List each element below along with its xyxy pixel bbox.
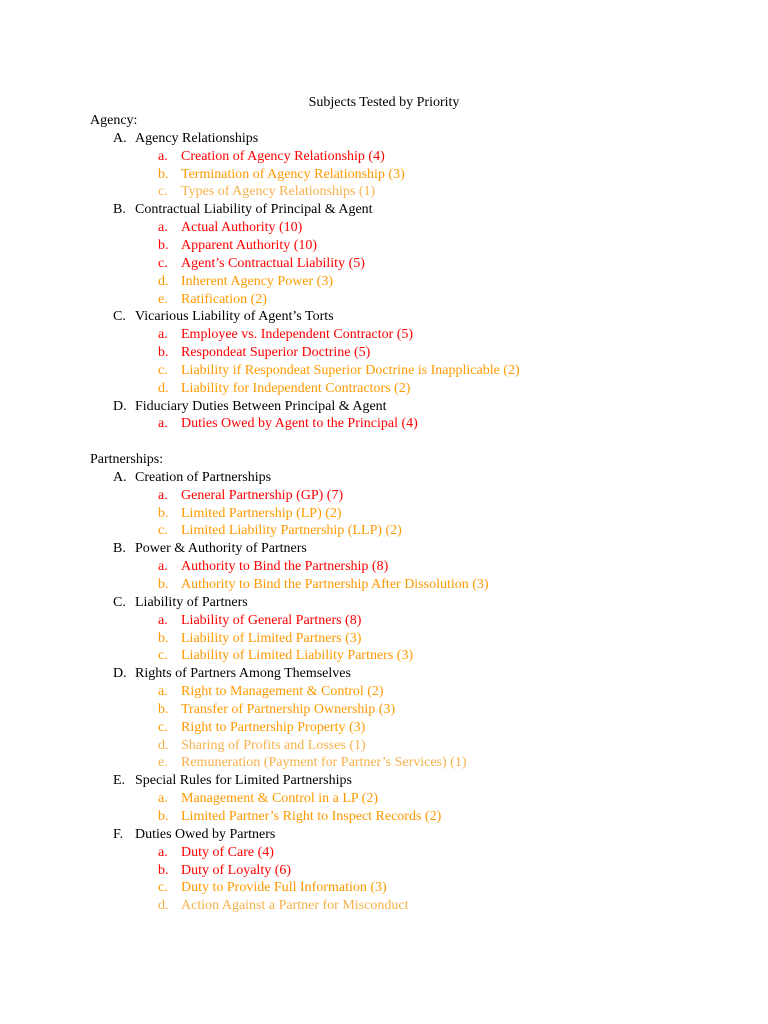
list-item-text: Duty of Loyalty (6) [181,862,292,878]
subsection-marker: D. [113,398,127,414]
list-item-marker: c. [158,255,168,271]
subsection-heading [0,308,768,326]
list-item-text: Management & Control in a LP (2) [181,791,378,807]
list-item-text: Liability of Limited Liability Partners (3) [181,648,414,664]
list-item [0,148,768,166]
list-item-marker: c. [158,362,168,378]
list-item [0,683,768,701]
list-item-marker: c. [158,719,168,735]
subsection-label: Duties Owed by Partners [135,826,276,842]
list-item-marker: d. [158,898,169,914]
subsection-marker: C. [113,309,126,325]
list-item-text: Liability if Respondeat Superior Doctrine is Inapplicable (2) [181,362,520,378]
list-item-marker: b. [158,809,169,824]
list-item [0,844,768,862]
list-item-marker: b. [158,505,169,521]
list-item-marker: a. [158,559,168,575]
list-item [0,862,768,880]
subsection-label: Vicarious Liability of Agent’s Torts [135,309,334,325]
list-item [0,380,768,398]
list-item [0,754,768,772]
list-item-text: Employee vs. Independent Contractor (5) [181,327,414,343]
page-title: Subjects Tested by Priority [308,95,460,110]
list-item-marker: d. [158,380,169,396]
list-item-text: Right to Partnership Property (3) [181,719,366,735]
subsection-heading [0,540,768,558]
list-item-marker: a. [158,612,168,628]
list-item [0,415,768,433]
list-item [0,344,768,362]
subsection-marker: B. [113,202,126,218]
list-item [0,291,768,309]
list-item-text: Types of Agency Relationships (1) [181,184,376,200]
list-item-marker: b. [158,701,169,717]
subsection-heading [0,130,768,148]
subsection-marker: C. [113,594,126,610]
list-item-text: Inherent Agency Power (3) [181,273,334,289]
list-item-marker: c. [158,184,168,200]
list-item-marker: a. [158,148,168,164]
section-heading: Partnerships: [90,452,164,467]
list-item [0,737,768,755]
list-item-marker: b. [158,237,169,253]
subsection-heading [0,772,768,790]
list-item-marker: b. [158,576,169,592]
list-item-text: Creation of Agency Relationship (4) [181,148,385,164]
list-item-text: Limited Liability Partnership (LLP) (2) [181,523,402,539]
list-item [0,558,768,576]
list-item [0,237,768,255]
list-item-text: Apparent Authority (10) [181,237,318,253]
list-item-text: Ratification (2) [181,291,267,307]
subsection-marker: A. [113,130,127,146]
list-item-marker: a. [158,416,168,432]
section-heading: Agency: [90,113,138,128]
list-item [0,701,768,719]
list-item-marker: d. [158,737,169,753]
subsection-marker: E. [113,773,126,789]
list-item-text: Transfer of Partnership Ownership (3) [181,701,396,717]
subsection-label: Fiduciary Duties Between Principal & Agent [135,398,387,414]
list-item [0,630,768,648]
list-item [0,647,768,665]
subsection-heading [0,469,768,487]
list-item-marker: b. [158,345,169,361]
list-item [0,897,768,915]
list-item-text: Limited Partner’s Right to Inspect Records (2) [181,809,442,824]
subsection-heading [0,201,768,219]
subsection-heading [0,665,768,683]
list-item-text: Respondeat Superior Doctrine (5) [181,345,371,361]
list-item [0,362,768,380]
list-item-marker: b. [158,166,169,182]
list-item [0,505,768,523]
subsection-marker: F. [113,826,124,842]
subsection-label: Agency Relationships [135,130,259,146]
list-item [0,612,768,630]
list-item-marker: c. [158,880,168,896]
list-item [0,576,768,594]
list-item-marker: a. [158,844,168,860]
subsection-label: Special Rules for Limited Partnerships [135,773,352,789]
subsection-heading [0,594,768,612]
list-item [0,808,768,826]
subsection-marker: A. [113,469,127,485]
list-item [0,273,768,291]
list-item [0,166,768,184]
list-item-marker: c. [158,523,168,539]
subsection-label: Rights of Partners Among Themselves [135,666,351,682]
list-item-marker: a. [158,791,168,807]
list-item-marker: b. [158,630,169,646]
list-item-text: Liability for Independent Contractors (2) [181,380,411,396]
list-item-text: Action Against a Partner for Misconduct [181,898,409,914]
list-item-text: Duties Owed by Agent to the Principal (4) [181,416,418,432]
subsection-label: Power & Authority of Partners [135,541,307,557]
subsection-label: Contractual Liability of Principal & Agent [135,202,373,218]
list-item-marker: a. [158,487,168,503]
subsection-label: Creation of Partnerships [135,469,272,485]
list-item [0,790,768,808]
list-item-text: Agent’s Contractual Liability (5) [181,255,365,271]
list-item [0,326,768,344]
list-item [0,879,768,897]
list-item-text: Authority to Bind the Partnership After Dissolution (3) [181,576,489,592]
list-item [0,255,768,273]
subsection-marker: B. [113,541,126,557]
list-item [0,719,768,737]
subsection-marker: D. [113,666,127,682]
list-item [0,522,768,540]
list-item-marker: c. [158,648,168,664]
list-item-marker: a. [158,327,168,343]
list-item-marker: b. [158,862,169,878]
list-item-marker: e. [158,755,168,771]
list-item-marker: a. [158,220,168,236]
list-item [0,487,768,505]
subsection-heading [0,398,768,416]
list-item-marker: a. [158,684,168,700]
list-item-text: Liability of General Partners (8) [181,612,362,628]
list-item [0,183,768,201]
subsection-label: Liability of Partners [135,594,248,610]
list-item-text: Termination of Agency Relationship (3) [181,166,405,182]
list-item-marker: e. [158,291,168,307]
list-item-text: Sharing of Profits and Losses (1) [181,737,366,753]
list-item [0,219,768,237]
list-item-text: Authority to Bind the Partnership (8) [181,559,389,575]
list-item-text: Right to Management & Control (2) [181,684,384,700]
list-item-text: Duty of Care (4) [181,844,274,860]
list-item-text: Liability of Limited Partners (3) [181,630,362,646]
list-item-text: Actual Authority (10) [181,220,303,236]
list-item-text: Limited Partnership (LP) (2) [181,505,342,521]
list-item-text: Remuneration (Payment for Partner’s Services) (1) [181,755,467,771]
list-item-text: Duty to Provide Full Information (3) [181,880,387,896]
subsection-heading [0,826,768,844]
list-item-text: General Partnership (GP) (7) [181,487,344,503]
list-item-marker: d. [158,273,169,289]
